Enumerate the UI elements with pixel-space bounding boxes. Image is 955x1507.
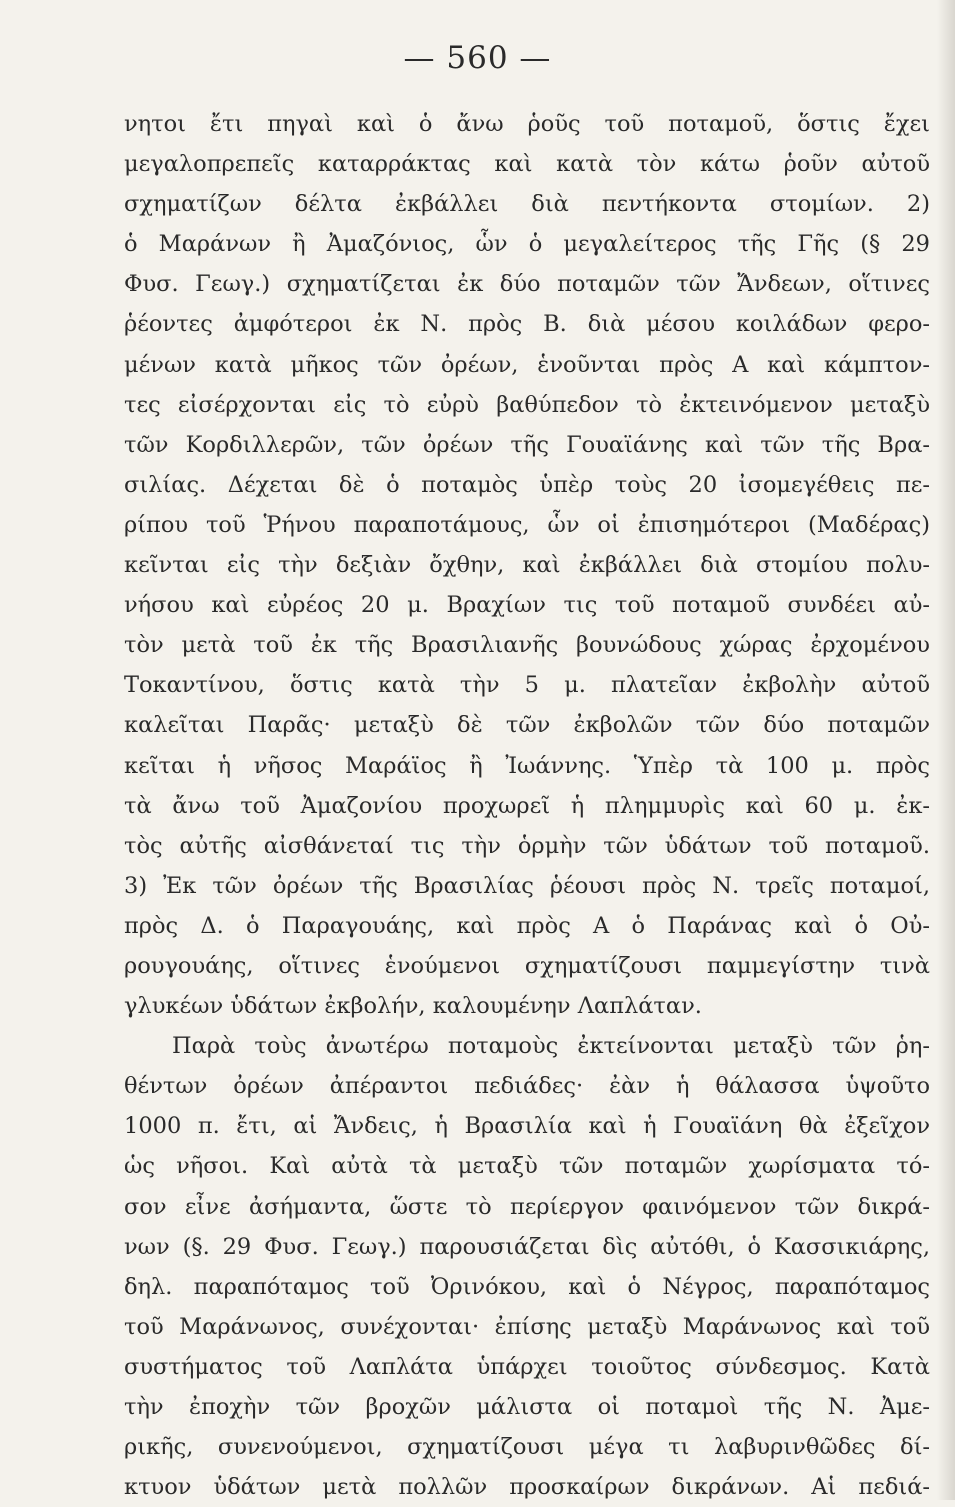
text-line: τοῦ Μαράνωνος, συνέχονται· ἐπίσης μεταξὺ Μαράνωνος καὶ τοῦ [124, 1313, 930, 1340]
text-line: συστήματος τοῦ Λαπλάτα ὑπάρχει τοιοῦτος σύνδεσμος. Κατὰ [124, 1353, 930, 1380]
page-edge-shadow [937, 0, 955, 1500]
text-line: ὡς νῆσοι. Καὶ αὐτὰ τὰ μεταξὺ τῶν ποταμῶν χωρίσματα τό- [124, 1153, 930, 1180]
text-line: 3) Ἐκ τῶν ὀρέων τῆς Βρασιλίας ῥέουσι πρὸς Ν. τρεῖς ποταμοί, [124, 872, 930, 899]
text-line: καλεῖται Παρᾶς· μεταξὺ δὲ τῶν ἐκβολῶν τῶν δύο ποταμῶν [124, 712, 930, 739]
text-line: μένων κατὰ μῆκος τῶν ὀρέων, ἑνοῦνται πρὸς Α καὶ κάμπτον- [124, 351, 930, 378]
text-line: Παρὰ τοὺς ἀνωτέρω ποταμοὺς ἐκτείνονται μεταξὺ τῶν ῥη- [172, 1033, 930, 1060]
text-line: σχηματίζων δέλτα ἐκβάλλει διὰ πεντήκοντα στομίων. 2) [124, 191, 930, 218]
text-line: ὁ Μαράνων ἢ Ἀμαζόνιος, ὧν ὁ μεγαλείτερος τῆς Γῆς (§ 29 [124, 231, 930, 258]
text-line: σιλίας. Δέχεται δὲ ὁ ποταμὸς ὑπὲρ τοὺς 20 ἰσομεγέθεις πε- [124, 471, 930, 498]
text-line: τὴν ἐποχὴν τῶν βροχῶν μάλιστα οἱ ποταμοὶ τῆς Ν. Ἀμε- [124, 1394, 930, 1420]
text-line: ῥέοντες ἀμφότεροι ἐκ Ν. πρὸς Β. διὰ μέσου κοιλάδων φερο- [124, 311, 930, 338]
text-line: τῶν Κορδιλλερῶν, τῶν ὀρέων τῆς Γουαϊάνης καὶ τῶν τῆς Βρα- [124, 431, 930, 458]
text-line: Τοκαντίνου, ὅστις κατὰ τὴν 5 μ. πλατεῖαν ἐκβολὴν αὐτοῦ [124, 672, 930, 699]
text-line: θέντων ὀρέων ἀπέραντοι πεδιάδες· ἐὰν ἡ θάλασσα ὑψοῦτο [124, 1073, 930, 1100]
text-line: νων (§. 29 Φυσ. Γεωγ.) παρουσιάζεται δὶς αὐτόθι, ὁ Κασσικιάρης, [124, 1233, 930, 1260]
text-line: τὰ ἄνω τοῦ Ἀμαζονίου προχωρεῖ ἡ πλημμυρὶς καὶ 60 μ. ἐκ- [124, 792, 930, 819]
text-line: ρικῆς, συνενούμενοι, σχηματίζουσι μέγα τι λαβυρινθῶδες δί- [124, 1434, 930, 1461]
text-line: πρὸς Δ. ὁ Παραγουάης, καὶ πρὸς Α ὁ Παράνας καὶ ὁ Οὐ- [124, 912, 930, 939]
text-line: σον εἶνε ἀσήμαντα, ὥστε τὸ περίεργον φαινόμενον τῶν δικρά- [124, 1193, 930, 1220]
text-line: ρουγουάης, οἵτινες ἑνούμενοι σχηματίζουσι παμμεγίστην τινὰ [124, 952, 930, 979]
text-line: γλυκέων ὑδάτων ἐκβολήν, καλουμένην Λαπλάταν. [124, 993, 702, 1020]
text-line: νητοι ἔτι πηγαὶ καὶ ὁ ἄνω ῥοῦς τοῦ ποταμοῦ, ὅστις ἔχει [124, 111, 930, 137]
text-line: Φυσ. Γεωγ.) σχηματίζεται ἐκ δύο ποταμῶν τῶν Ἄνδεων, οἵτινες [124, 271, 930, 298]
text-line: κεῖνται εἰς τὴν δεξιὰν ὄχθην, καὶ ἐκβάλλει διὰ στομίου πολυ- [124, 552, 930, 579]
text-line: κτυον ὑδάτων μετὰ πολλῶν προσκαίρων δικράνων. Αἱ πεδιά- [124, 1474, 930, 1501]
text-line: δηλ. παραπόταμος τοῦ Ὀρινόκου, καὶ ὁ Νέγρος, παραπόταμος [124, 1273, 930, 1300]
text-line: ρίπου τοῦ Ῥήνου παραποτάμους, ὧν οἱ ἐπισημότεροι (Μαδέρας) [124, 511, 930, 538]
page-number: — 560 — [403, 40, 552, 76]
text-line: τες εἰσέρχονται εἰς τὸ εὐρὺ βαθύπεδον τὸ ἐκτεινόμενον μεταξὺ [124, 391, 930, 418]
text-line: μεγαλοπρεπεῖς καταρράκτας καὶ κατὰ τὸν κάτω ῥοῦν αὐτοῦ [124, 151, 930, 178]
text-line: τὸν μετὰ τοῦ ἐκ τῆς Βρασιλιανῆς βουνώδους χώρας ἐρχομένου [124, 632, 930, 659]
text-line: νήσου καὶ εὐρέος 20 μ. Βραχίων τις τοῦ ποταμοῦ συνδέει αὐ- [124, 592, 930, 619]
text-line: τὸς αὐτῆς αἰσθάνεταί τις τὴν ὁρμὴν τῶν ὑδάτων τοῦ ποταμοῦ. [124, 832, 930, 859]
text-line: 1000 π. ἔτι, αἱ Ἄνδεις, ἡ Βρασιλία καὶ ἡ Γουαϊάνη θὰ ἐξεῖχον [124, 1113, 930, 1140]
text-line: κεῖται ἡ νῆσος Μαράϊος ἢ Ἰωάννης. Ὑπὲρ τὰ 100 μ. πρὸς [124, 752, 930, 779]
body-text [124, 104, 930, 1507]
